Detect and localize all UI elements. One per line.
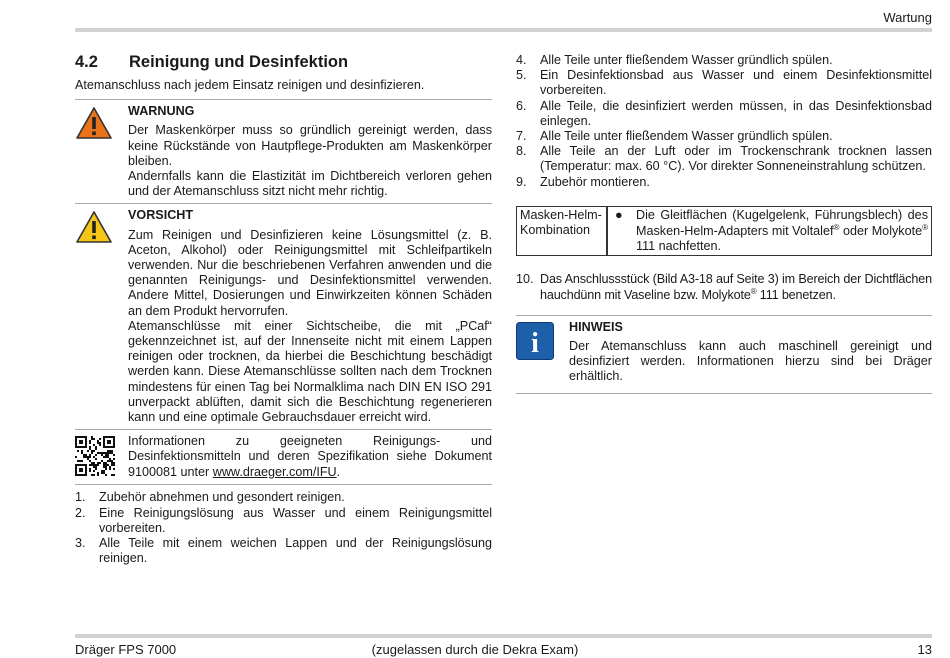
caution-box: [75, 203, 492, 429]
table-text-a: Die Gleitflächen (Kugelgelenk, Führungsblech) des Masken-Helm-Adapters mit Voltalef: [636, 208, 928, 238]
step-number: 9.: [516, 174, 527, 189]
step-text: Alle Teile an der Luft oder im Trockenschrank trocknen lassen (Temperatur: max. 60 °C). Vor direkter Sonneneinstrahlung schützen.: [540, 144, 932, 174]
list-item: [516, 99, 932, 129]
list-item: [516, 144, 932, 174]
qr-code-icon: [75, 434, 128, 480]
step-text: Zubehör abnehmen und gesondert reinigen.: [99, 490, 345, 505]
steps-list-step10: [516, 272, 932, 302]
step-number: 10.: [516, 272, 534, 287]
right-column: [516, 53, 932, 399]
step-number: 2.: [75, 505, 86, 520]
section-number: 4.2: [75, 53, 98, 71]
step-text: Zubehör montieren.: [540, 174, 650, 189]
registered-mark: ®: [922, 222, 928, 232]
step-text: Eine Reinigungslösung aus Wasser und einem Reinigungsmittel vorbereiten.: [99, 505, 492, 535]
svg-text:i: i: [531, 327, 539, 359]
hint-text: Der Atemanschluss kann auch maschinell gereinigt und desinfiziert werden. Informationen hierzu sind bei Dräger erhältlich.: [569, 339, 932, 384]
step-number: 3.: [75, 536, 86, 551]
list-item: [75, 536, 492, 566]
warning-title: WARNUNG: [128, 104, 195, 119]
section-title: Reinigung und Desinfektion: [129, 53, 349, 71]
list-item: [516, 129, 932, 144]
caution-icon: [75, 208, 128, 425]
ifu-link[interactable]: www.draeger.com/IFU: [212, 464, 337, 479]
left-column: [75, 52, 492, 566]
header-section-name: Wartung: [883, 10, 932, 25]
info-qr-end: .: [336, 464, 341, 479]
info-icon: [516, 320, 569, 385]
step-number: 4.: [516, 53, 527, 67]
caution-paragraph-1: Zum Reinigen und Desinfizieren keine Lösungsmittel (z. B. Aceton, Alkohol) oder Reinigungsmittel mit Schleifpartikeln verwenden. Nur die beschriebenen Verfahren anwenden und die genannten Reinigungs- und Desinfektionsmittel verwenden. Andere Mittel, Dosierungen und Einwirkzeiten können Schäden an dem Produkt hervorrufen.: [128, 227, 492, 318]
bullet-icon: ●: [615, 208, 623, 223]
steps-list-right: [516, 53, 932, 190]
step-number: 1.: [75, 490, 86, 505]
info-qr-box: [75, 429, 492, 484]
step-text-a: Das Anschlussstück (Bild A3-18 auf Seite 3) im Bereich der Dichtflächen hauchdünn mit Vaseline bzw. Molykote: [540, 272, 932, 302]
warning-icon: [75, 104, 128, 199]
step-text: Alle Teile unter fließendem Wasser gründlich spülen.: [540, 129, 833, 144]
list-item: [75, 490, 492, 505]
section-intro: Atemanschluss nach jedem Einsatz reinigen und desinfizieren.: [75, 78, 425, 92]
hint-title: HINWEIS: [569, 319, 623, 334]
list-item: [516, 53, 932, 68]
step-number: 6.: [516, 98, 527, 113]
step-text: Ein Desinfektionsbad aus Wasser und einem Desinfektionsmittel vorbereiten.: [540, 68, 932, 98]
step-text: Alle Teile unter fließendem Wasser gründlich spülen.: [540, 53, 833, 67]
step-number: 8.: [516, 144, 527, 159]
step-number: 7.: [516, 129, 527, 144]
caution-paragraph-2: Atemanschlüsse mit einer Sichtscheibe, die mit „PCaf“ gekennzeichnet ist, auf der Innenseite nicht mit einem Lappen reinigen oder trocknen, da hierbei die Beschichtung beschädigt werden kann. Diese Atemanschlüsse sollten nach dem Trocknen mindestens für einen Tag bei Normalklima nach DIN EN ISO 291 unverpackt ablüften, damit sich die Beschichtung regenerieren kann und eine optimale Gebrauchsdauer erreicht wird.: [128, 318, 492, 425]
footer-product: Dräger FPS 7000: [75, 642, 177, 657]
warning-paragraph-1: Der Maskenkörper muss so gründlich gereinigt werden, dass keine Rückstände von Hautpflege-Produkten am Maskenkörper bleiben.: [128, 123, 492, 168]
info-qr-text: Informationen zu geeigneten Reinigungs- und Desinfektionsmitteln und deren Spezifikation siehe Dokument 9100081 unter: [128, 434, 492, 479]
header-rule: [75, 28, 932, 32]
step-text-b: 111 benetzen.: [756, 287, 836, 302]
section-heading: [75, 52, 492, 72]
step-text: Alle Teile mit einem weichen Lappen und der Reinigungslösung reinigen.: [99, 536, 492, 566]
warning-paragraph-2: Andernfalls kann die Elastizität im Dichtbereich verloren gehen und der Atemanschluss sitzt nicht mehr richtig.: [128, 169, 492, 199]
registered-mark: ®: [833, 222, 840, 232]
registered-mark: ®: [750, 286, 757, 296]
list-item: [516, 272, 932, 302]
step-text: Alle Teile, die desinfiziert werden müssen, in das Desinfektionsbad einlegen.: [540, 98, 932, 128]
divider: [516, 393, 932, 399]
mask-helmet-table: [516, 206, 932, 257]
footer-rule: [75, 634, 932, 638]
warning-box: [75, 99, 492, 203]
list-item: [516, 68, 932, 98]
caution-title: VORSICHT: [128, 208, 194, 223]
footer-note: (zugelassen durch die Dekra Exam): [371, 642, 579, 657]
table-text-c: 111 nachfetten.: [636, 238, 721, 253]
list-item: [516, 175, 932, 190]
step-number: 5.: [516, 68, 527, 83]
list-item: [75, 506, 492, 536]
table-instruction: [607, 206, 932, 256]
table-text-b: oder Molykote: [839, 223, 923, 238]
hint-box: [516, 315, 932, 393]
steps-list-left: [75, 490, 492, 566]
page-number: 13: [917, 642, 932, 657]
table-label: Masken-Helm-Kombination: [517, 206, 607, 256]
